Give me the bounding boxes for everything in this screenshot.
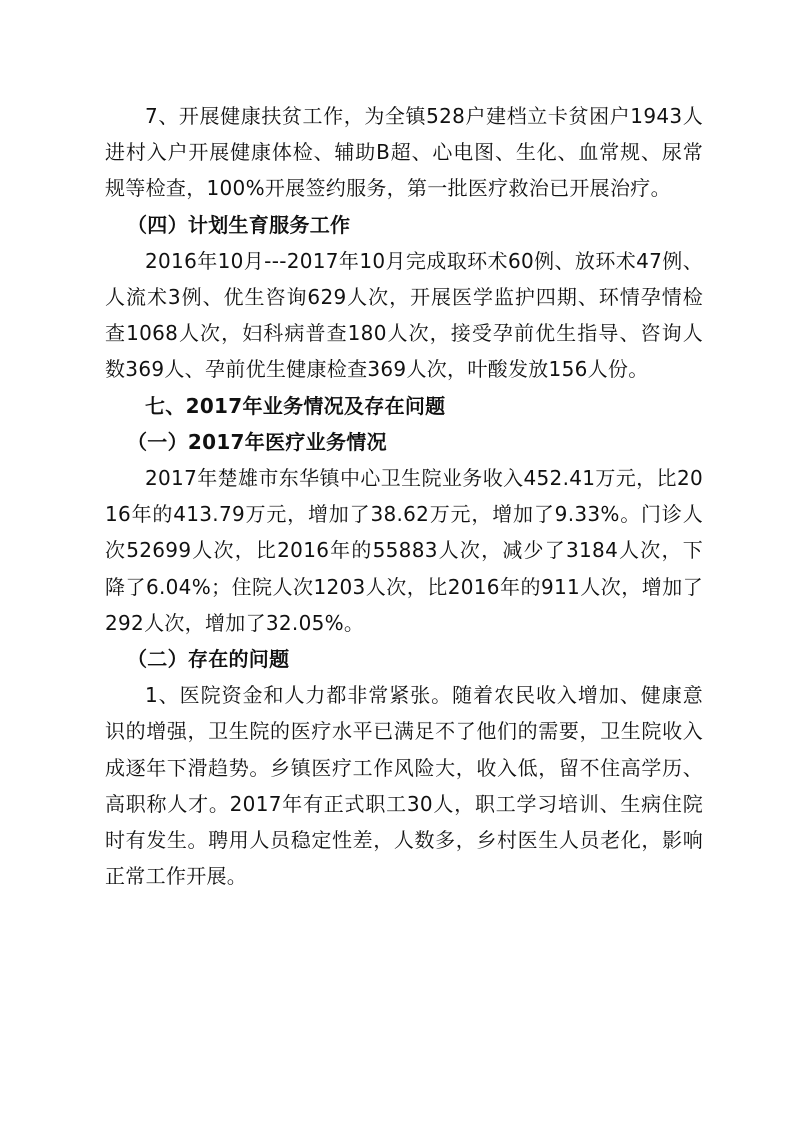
paragraph-problems: 1、医院资金和人力都非常紧张。随着农民收入增加、健康意识的增强，卫生院的医疗水平已满足不了他们的需要，卫生院收入成逐年下滑趋势。乡镇医疗工作风险大，收入低，留不住高学历、高职称人才。2017年有正式职工30人，职工学习培训、生病住院时有发生。聘用人员稳定性差，人数多，乡村医生人员老化，影响正常工作开展。 bbox=[105, 683, 703, 889]
section-heading-medical-business: （一）2017年医疗业务情况 bbox=[127, 429, 387, 454]
paragraph-family-planning: 2016年10月---2017年10月完成取环术60例、放环术47例、人流术3例、优生咨询629人次，开展医学监护四期、环情孕情检查1068人次，妇科病普查180人次，接受孕前优生指导、咨询人数369人、孕前优生健康检查369人次，叶酸发放156人份。 bbox=[105, 248, 703, 382]
chapter-heading-2017-business: 七、2017年业务情况及存在问题 bbox=[145, 393, 446, 418]
paragraph-health-poverty: 7、开展健康扶贫工作，为全镇528户建档立卡贫困户1943人进村入户开展健康体检、辅助B超、心电图、生化、血常规、尿常规等检查，100%开展签约服务，第一批医疗救治已开展治疗。 bbox=[105, 104, 703, 201]
section-heading-family-planning: （四）计划生育服务工作 bbox=[127, 212, 351, 237]
section-heading-problems: （二）存在的问题 bbox=[127, 647, 290, 672]
document-body bbox=[105, 98, 703, 894]
paragraph-medical-business: 2017年楚雄市东华镇中心卫生院业务收入452.41万元，比2016年的413.79万元，增加了38.62万元，增加了9.33%。门诊人次52699人次，比2016年的55883人次，减少了3184人次，下降了6.04%；住院人次1203人次，比2016年的911人次，增加了292人次，增加了32.05%。 bbox=[105, 466, 703, 635]
